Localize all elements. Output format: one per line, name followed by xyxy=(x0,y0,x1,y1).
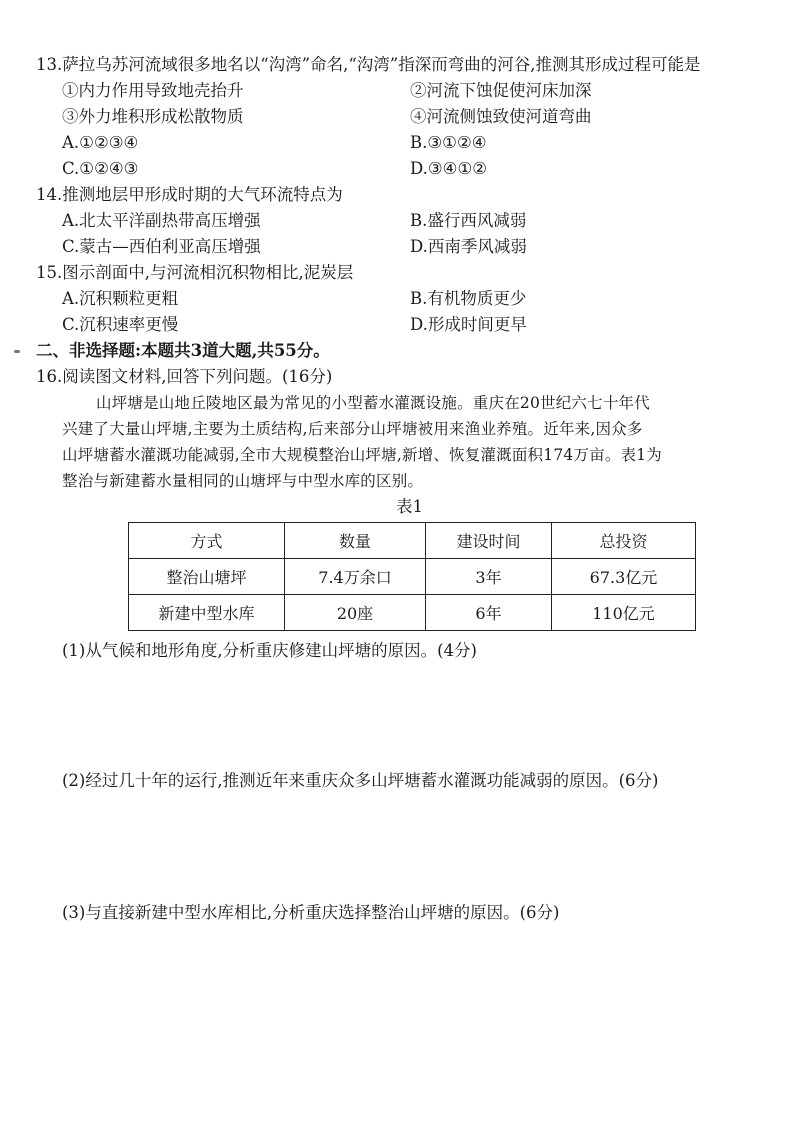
q15-option-b: B.有机物质更少 xyxy=(410,289,527,308)
table-cell: 20座 xyxy=(285,595,426,631)
q13-option-a: A.①②③④ xyxy=(62,133,139,152)
q15-stem: 15.图示剖面中,与河流相沉积物相比,泥炭层 xyxy=(36,263,354,282)
table-header-cell: 数量 xyxy=(285,523,426,559)
q16-stem: 16.阅读图文材料,回答下列问题。(16分) xyxy=(36,367,333,386)
table-cell: 67.3亿元 xyxy=(552,559,696,595)
q14-option-b: B.盛行西风减弱 xyxy=(410,211,527,230)
q16-material-line-1: 山坪塘是山地丘陵地区最为常见的小型蓄水灌溉设施。重庆在20世纪六七十年代 xyxy=(96,394,650,412)
scan-speck xyxy=(14,350,20,353)
table-cell: 新建中型水库 xyxy=(129,595,285,631)
q16-sub-question-2: (2)经过几十年的运行,推测近年来重庆众多山坪塘蓄水灌溉功能减弱的原因。(6分) xyxy=(62,771,659,790)
table-cell: 110亿元 xyxy=(552,595,696,631)
table-header-cell: 建设时间 xyxy=(426,523,552,559)
q13-option-d: D.③④①② xyxy=(410,159,488,178)
q13-option-b: B.③①②④ xyxy=(410,133,487,152)
q15-option-a: A.沉积颗粒更粗 xyxy=(62,289,179,308)
table-header-row xyxy=(129,523,696,559)
comparison-table xyxy=(128,522,696,631)
table-cell: 整治山塘坪 xyxy=(129,559,285,595)
q16-material-line-3: 山坪塘蓄水灌溉功能减弱,全市大规模整治山坪塘,新增、恢复灌溉面积174万亩。表1为 xyxy=(62,446,663,464)
q15-option-c: C.沉积速率更慢 xyxy=(62,315,179,334)
q13-item-1: ①内力作用导致地壳抬升 xyxy=(62,81,244,100)
q13-item-4: ④河流侧蚀致使河道弯曲 xyxy=(410,107,592,126)
table-cell: 6年 xyxy=(426,595,552,631)
table-cell: 7.4万余口 xyxy=(285,559,426,595)
q14-option-c: C.蒙古—西伯利亚高压增强 xyxy=(62,237,261,256)
table-header-cell: 方式 xyxy=(129,523,285,559)
q14-option-d: D.西南季风减弱 xyxy=(410,237,527,256)
q16-material-line-2: 兴建了大量山坪塘,主要为土质结构,后来部分山坪塘被用来渔业养殖。近年来,因众多 xyxy=(62,420,643,438)
section-heading: 二、非选择题:本题共3道大题,共55分。 xyxy=(36,341,330,360)
table-cell: 3年 xyxy=(426,559,552,595)
q13-option-c: C.①②④③ xyxy=(62,159,139,178)
table-row xyxy=(129,595,696,631)
q15-option-d: D.形成时间更早 xyxy=(410,315,527,334)
q16-material-line-4: 整治与新建蓄水量相同的山塘坪与中型水库的区别。 xyxy=(62,472,424,490)
q13-item-2: ②河流下蚀促使河床加深 xyxy=(410,81,592,100)
q16-sub-question-3: (3)与直接新建中型水库相比,分析重庆选择整治山坪塘的原因。(6分) xyxy=(62,903,560,922)
table-header-cell: 总投资 xyxy=(552,523,696,559)
table-title: 表1 xyxy=(396,497,423,516)
q13-item-3: ③外力堆积形成松散物质 xyxy=(62,107,244,126)
q13-stem: 13.萨拉乌苏河流域很多地名以“沟湾”命名,“沟湾”指深而弯曲的河谷,推测其形成过程可能是 xyxy=(36,55,701,74)
q16-sub-question-1: (1)从气候和地形角度,分析重庆修建山坪塘的原因。(4分) xyxy=(62,641,477,660)
table-row xyxy=(129,559,696,595)
q14-option-a: A.北太平洋副热带高压增强 xyxy=(62,211,261,230)
q14-stem: 14.推测地层甲形成时期的大气环流特点为 xyxy=(36,185,343,204)
